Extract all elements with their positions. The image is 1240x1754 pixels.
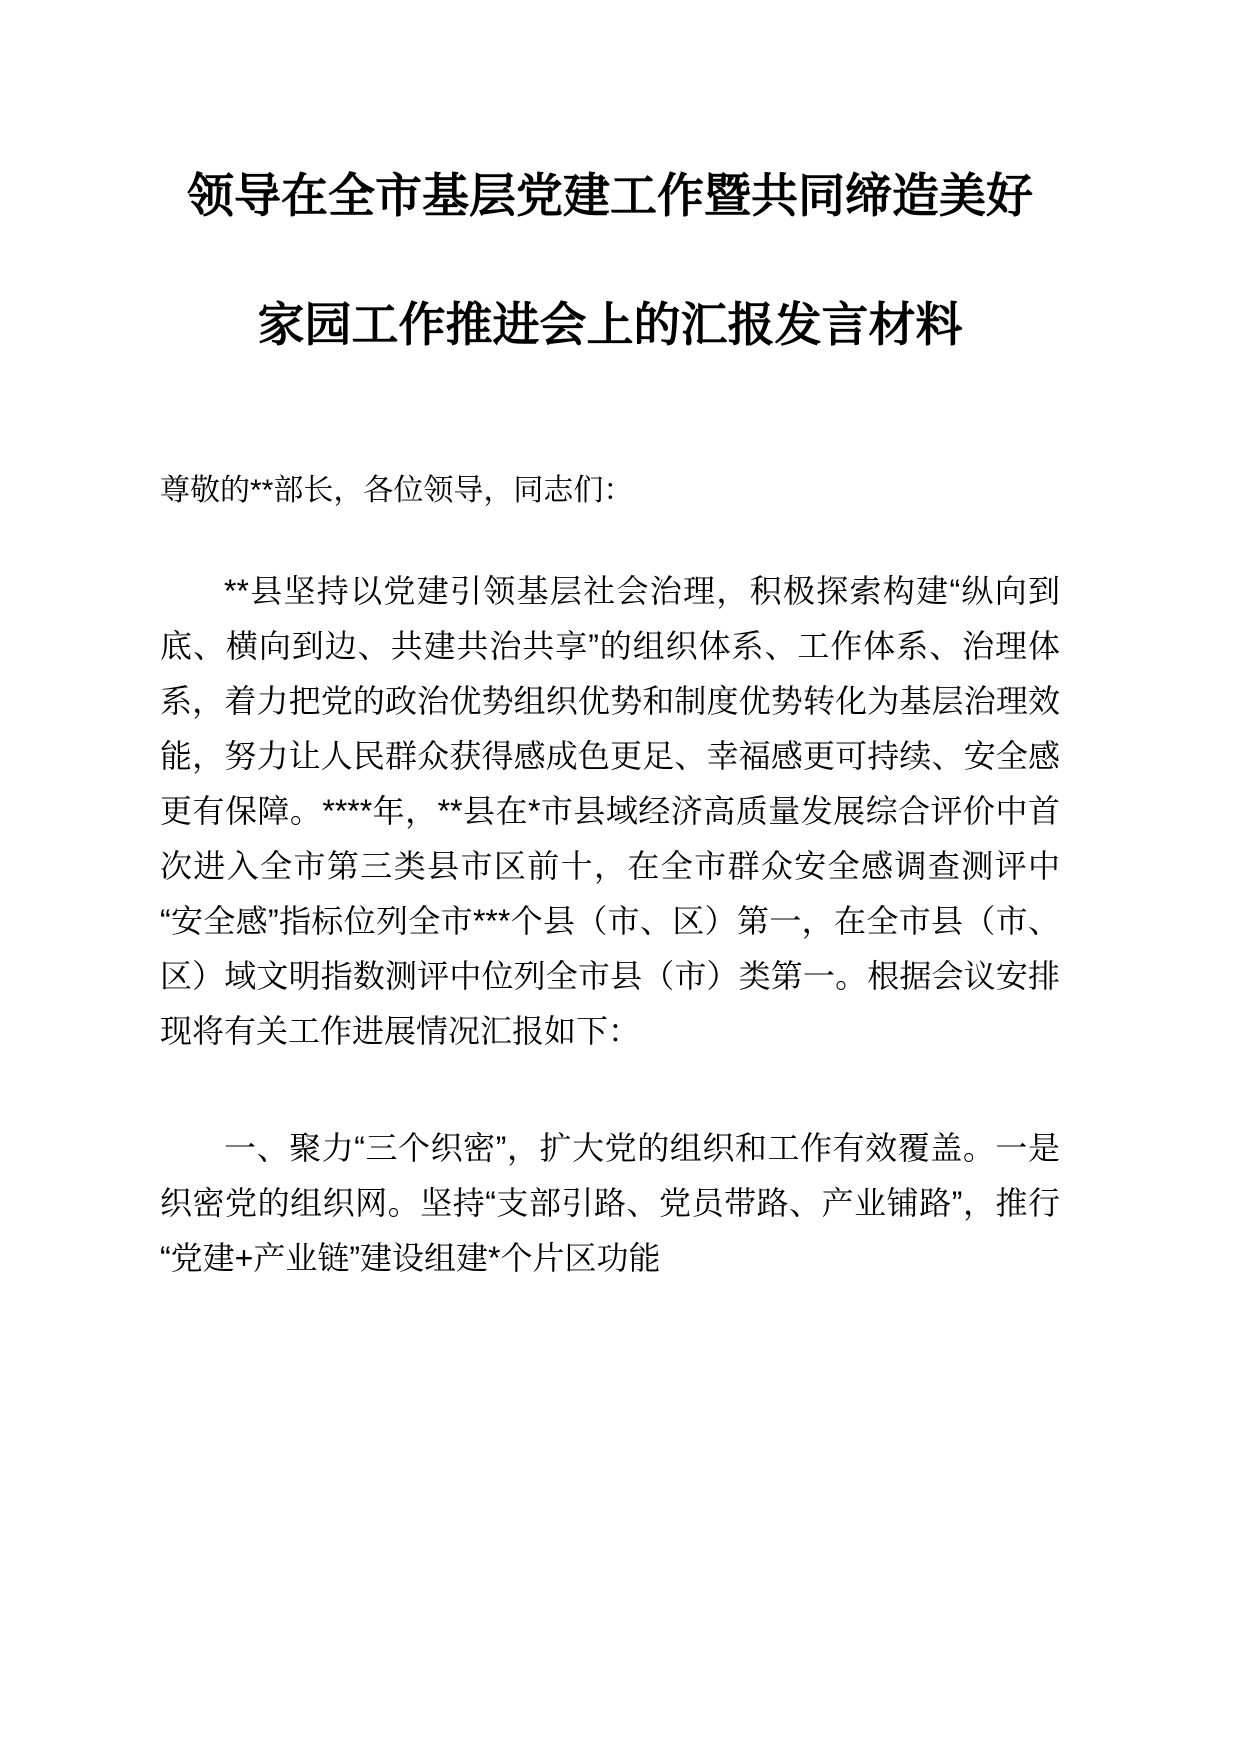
salutation-line: 尊敬的**部长，各位领导，同志们： [160, 474, 634, 507]
body-paragraph-section-one: 一、聚力“三个织密”，扩大党的组织和工作有效覆盖。一是织密党的组织网。坚持“支部引路、党员带路、产业铺路”，推行“党建+产业链”建设组建*个片区功能 [160, 1130, 1060, 1276]
document-content-column [160, 0, 1060, 1286]
page-title-line-1: 领导在全市基层党建工作暨共同缔造美好 [187, 169, 1033, 222]
page-title-line-2: 家园工作推进会上的汇报发言材料 [257, 298, 963, 351]
page-title [160, 0, 1060, 351]
body-paragraph-intro: **县坚持以党建引领基层社会治理，积极探索构建“纵向到底、横向到边、共建共治共享”的组织体系、工作体系、治理体系，着力把党的政治优势组织优势和制度优势转化为基层治理效能，努力让人民群众获得感成色更足、幸福感更可持续、安全感更有保障。****年，**县在*市县域经济高质量发展综合评价中首次进入全市第三类县市区前十，在全市群众安全感调查测评中“安全感”指标位列全市***个县（市、区）第一，在全市县（市、区）域文明指数测评中位列全市县（市）类第一。根据会议安排现将有关工作进展情况汇报如下： [160, 573, 1060, 1049]
